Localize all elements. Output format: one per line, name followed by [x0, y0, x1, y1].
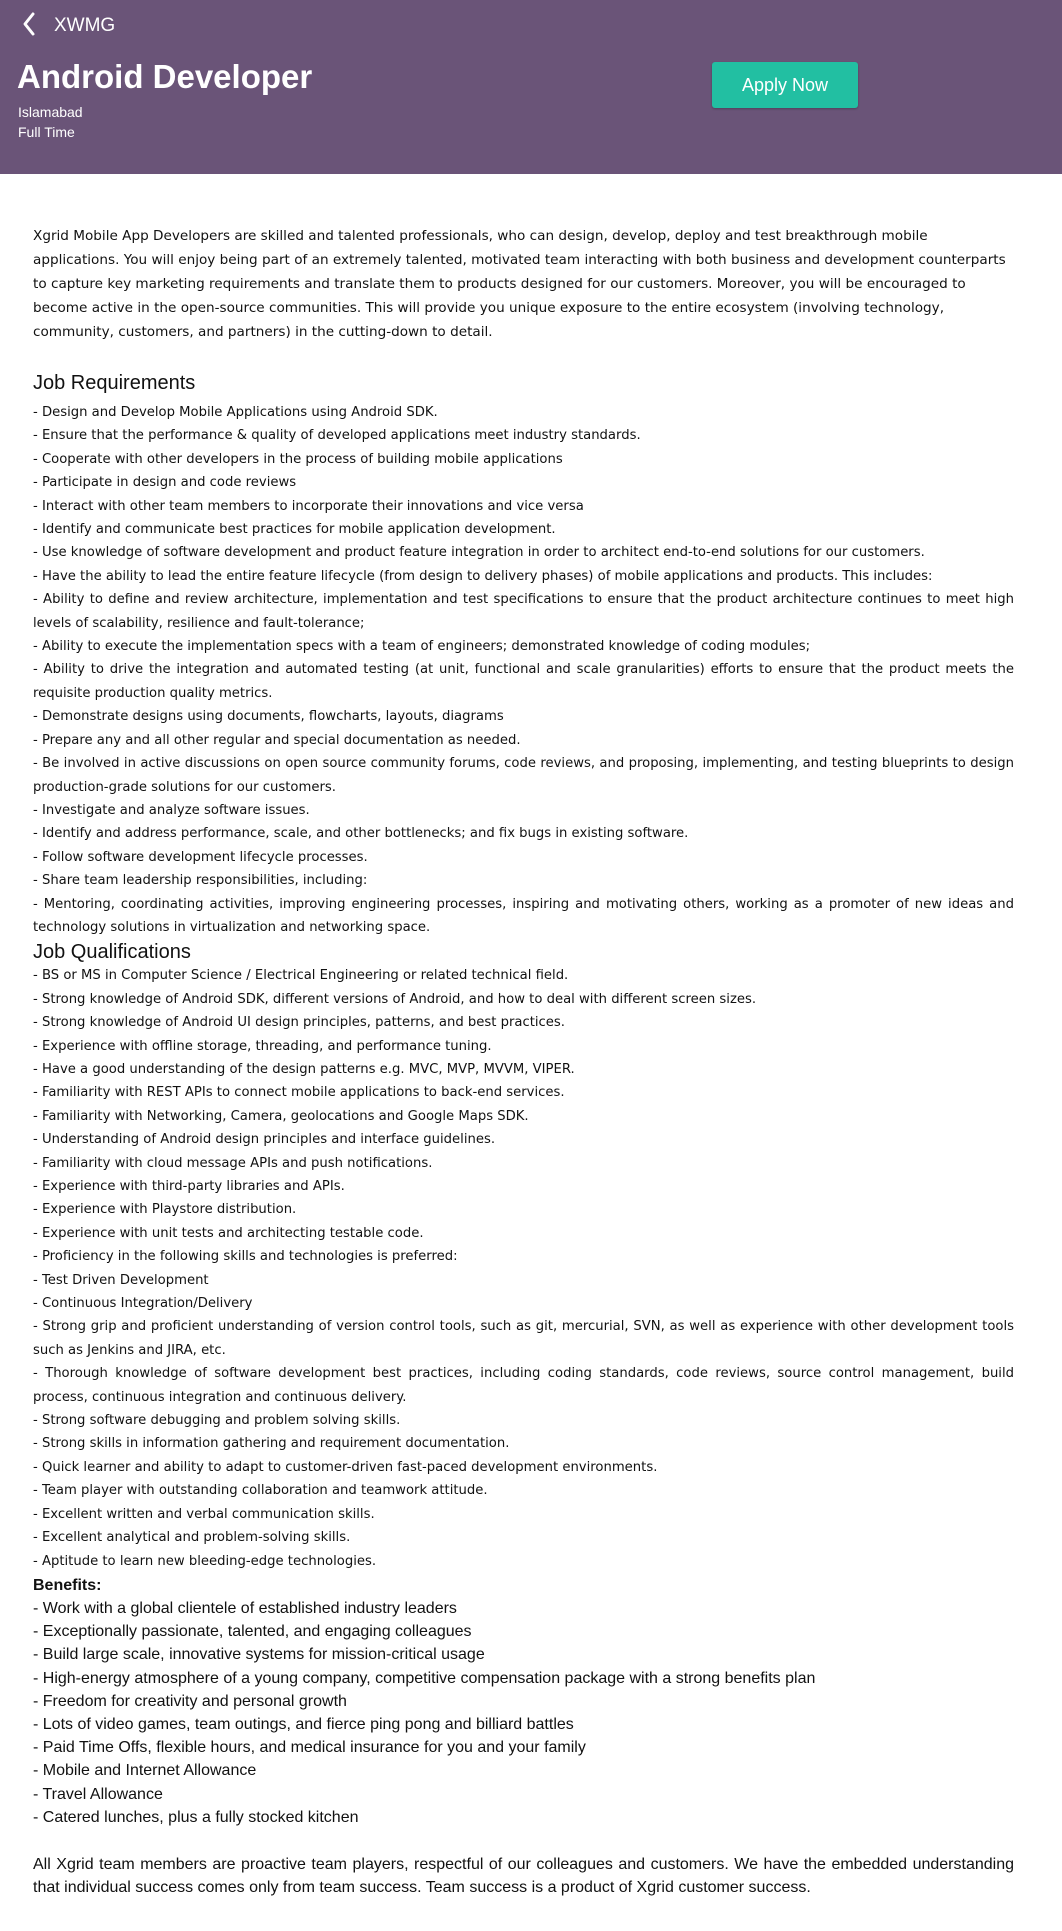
qualification-item: - Aptitude to learn new bleeding-edge technologies. — [33, 1553, 377, 1569]
requirement-item: - Investigate and analyze software issues. — [33, 802, 310, 818]
requirement-item: - Prepare any and all other regular and special documentation as needed. — [33, 732, 521, 748]
benefit-item: - High-energy atmosphere of a young company, competitive compensation package with a strong benefits plan — [33, 1669, 816, 1687]
intro-paragraph: Xgrid Mobile App Developers are skilled and talented professionals, who can design, develop, deploy and test breakthrough mobile applications. You will enjoy being part of an extremely talented, motivated team interacting with both business and development counterparts to capture key marketing requirements and translate them to products designed for our customers. Moreover, you will be encouraged to become active in the open-source communities. This will provide you unique exposure to the entire ecosystem (involving technology, community, customers, and partners) in the cutting-down to detail. — [33, 228, 1006, 340]
qualification-item: - Quick learner and ability to adapt to customer-driven fast-paced development environments. — [33, 1459, 658, 1475]
qualifications-heading: Job Qualifications — [33, 941, 191, 964]
requirement-item: - Cooperate with other developers in the process of building mobile applications — [33, 451, 563, 467]
requirement-item: - Design and Develop Mobile Applications using Android SDK. — [33, 405, 438, 420]
requirement-item: - Identify and address performance, scale, and other bottlenecks; and fix bugs in existing software. — [33, 826, 689, 842]
apply-now-button[interactable]: Apply Now — [712, 62, 858, 108]
qualification-item: - Experience with offline storage, threading, and performance tuning. — [33, 1038, 492, 1054]
qualifications-list — [33, 964, 1014, 1573]
benefit-item: - Catered lunches, plus a fully stocked kitchen — [33, 1808, 359, 1826]
requirement-item: - Identify and communicate best practices for mobile application development. — [33, 522, 556, 538]
requirement-item: - Follow software development lifecycle processes. — [33, 849, 368, 865]
qualification-item: - Proficiency in the following skills and technologies is preferred: — [33, 1249, 458, 1265]
qualification-item: - Familiarity with cloud message APIs and push notifications. — [33, 1155, 433, 1171]
qualification-item: - Strong grip and proficient understanding of version control tools, such as git, mercurial, SVN, as well as experience with other development tools such as Jenkins and JIRA, etc. — [33, 1319, 1014, 1358]
qualification-item: - BS or MS in Computer Science / Electrical Engineering or related technical field. — [33, 968, 569, 984]
qualification-item: - Experience with third-party libraries and APIs. — [33, 1179, 345, 1194]
requirement-item: - Demonstrate designs using documents, flowcharts, layouts, diagrams — [33, 709, 504, 725]
qualification-item: - Continuous Integration/Delivery — [33, 1296, 253, 1312]
qualification-item: - Test Driven Development — [33, 1272, 209, 1288]
qualification-item: - Strong skills in information gathering and requirement documentation. — [33, 1436, 510, 1452]
qualification-item: - Thorough knowledge of software development best practices, including coding standards, code reviews, source control management, build process, continuous integration and continuous delivery. — [33, 1366, 1014, 1405]
benefit-item: - Paid Time Offs, flexible hours, and medical insurance for you and your family — [33, 1739, 586, 1757]
qualification-item: - Excellent written and verbal communication skills. — [33, 1506, 375, 1522]
requirement-item: - Share team leadership responsibilities, including: — [33, 873, 368, 889]
requirement-item: - Ability to define and review architecture, implementation and test specifications to ensure that the product architecture continues to meet high levels of scalability, resilience and fault-tolerance; — [33, 592, 1014, 631]
benefit-item: - Work with a global clientele of established industry leaders — [33, 1599, 457, 1617]
requirement-item: - Mentoring, coordinating activities, improving engineering processes, inspiring and motivating others, working as a promoter of new ideas and technology solutions in virtualization and networking space. — [33, 896, 1014, 935]
qualification-item: - Experience with unit tests and architecting testable code. — [33, 1225, 424, 1241]
qualification-item: - Experience with Playstore distribution. — [33, 1202, 297, 1218]
requirement-item: - Have the ability to lead the entire feature lifecycle (from design to delivery phases) of mobile applications and products. This includes: — [33, 568, 933, 584]
qualification-item: - Strong knowledge of Android UI design principles, patterns, and best practices. — [33, 1015, 565, 1031]
qualification-item: - Excellent analytical and problem-solving skills. — [33, 1530, 351, 1546]
requirement-item: - Use knowledge of software development and product feature integration in order to architect end-to-end solutions for our customers. — [33, 545, 925, 561]
requirements-list — [33, 401, 1014, 939]
benefit-item: - Lots of video games, team outings, and fierce ping pong and billiard battles — [33, 1715, 574, 1733]
back-button[interactable] — [18, 10, 115, 42]
benefit-item: - Travel Allowance — [33, 1785, 163, 1803]
qualification-item: - Familiarity with REST APIs to connect mobile applications to back-end services. — [33, 1085, 565, 1101]
job-description — [33, 224, 1014, 1899]
benefits-list — [33, 1597, 1014, 1829]
requirement-item: - Ability to drive the integration and automated testing (at unit, functional and scale granularities) efforts to ensure that the product meets the requisite production quality metrics. — [33, 662, 1014, 701]
job-header — [0, 0, 1062, 174]
benefit-item: - Freedom for creativity and personal growth — [33, 1692, 347, 1710]
requirement-item: - Ensure that the performance & quality of developed applications meet industry standards. — [33, 428, 641, 444]
requirements-heading: Job Requirements — [33, 372, 196, 394]
job-location: Islamabad — [18, 104, 83, 120]
qualification-item: - Strong knowledge of Android SDK, different versions of Android, and how to deal with different screen sizes. — [33, 991, 757, 1007]
benefit-item: - Mobile and Internet Allowance — [33, 1762, 257, 1780]
chevron-left-icon — [18, 10, 42, 42]
page-title: Android Developer — [17, 58, 313, 95]
job-type: Full Time — [18, 124, 75, 140]
benefit-item: - Build large scale, innovative systems for mission-critical usage — [33, 1646, 485, 1664]
closing-paragraph: All Xgrid team members are proactive team players, respectful of our colleagues and customers. We have the embedded understanding that individual success comes only from team success. Team success is a product of Xgrid customer success. — [33, 1855, 1014, 1896]
requirement-item: - Ability to execute the implementation specs with a team of engineers; demonstrated knowledge of coding modules; — [33, 639, 811, 655]
requirement-item: - Interact with other team members to incorporate their innovations and vice versa — [33, 498, 584, 514]
requirement-item: - Participate in design and code reviews — [33, 475, 297, 491]
qualification-item: - Familiarity with Networking, Camera, geolocations and Google Maps SDK. — [33, 1108, 529, 1124]
qualification-item: - Strong software debugging and problem solving skills. — [33, 1413, 401, 1429]
benefits-heading: Benefits: — [33, 1576, 102, 1594]
requirement-item: - Be involved in active discussions on open source community forums, code reviews, and proposing, implementing, and testing blueprints to design production-grade solutions for our customers. — [33, 756, 1014, 795]
qualification-item: - Team player with outstanding collaboration and teamwork attitude. — [33, 1483, 488, 1499]
benefit-item: - Exceptionally passionate, talented, and engaging colleagues — [33, 1623, 472, 1641]
back-label: XWMG — [54, 15, 116, 36]
qualification-item: - Understanding of Android design principles and interface guidelines. — [33, 1132, 496, 1148]
qualification-item: - Have a good understanding of the design patterns e.g. MVC, MVP, MVVM, VIPER. — [33, 1061, 575, 1077]
